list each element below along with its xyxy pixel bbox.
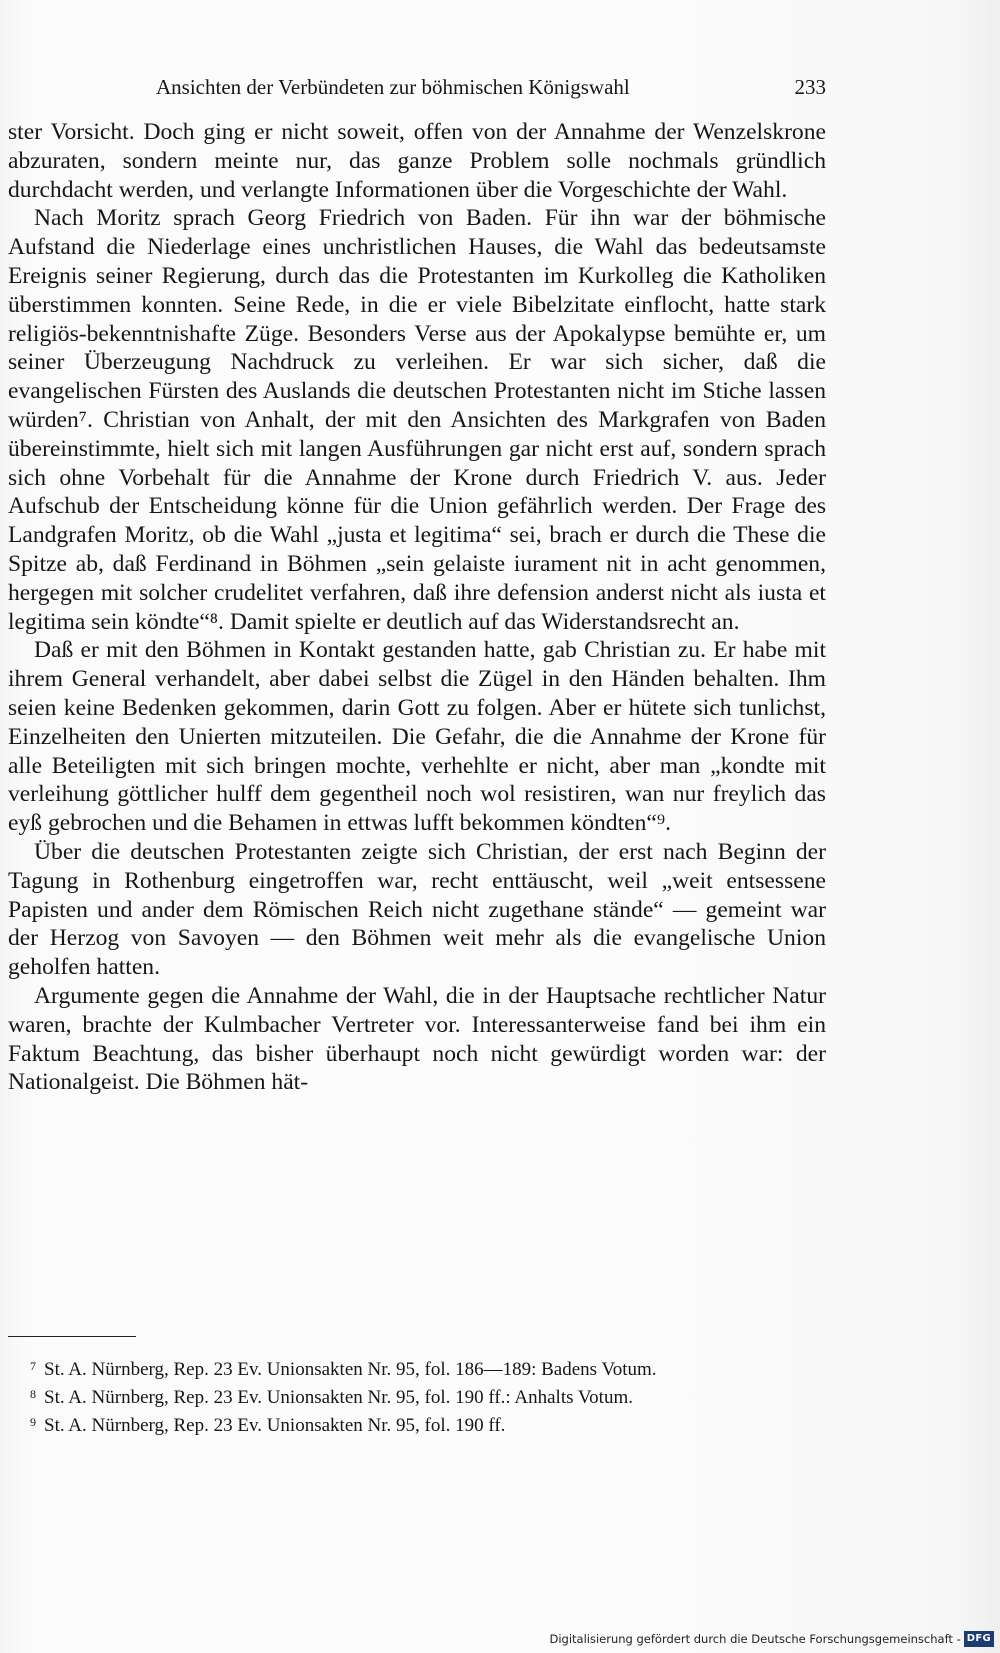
paragraph-baden-anhalt: Nach Moritz sprach Georg Friedrich von Baden. Für ihn war der böhmische Aufstand die Niederlage eines unchristlichen Hauses, die Wahl das bedeutsamste Ereignis seiner Regierung, durch das die Protestanten im Kurkolleg die Katholiken überstimmen konnten. Seine Rede, in die er viele Bibelzitate einflocht, hatte stark religiös-bekenntnishafte Züge. Besonders Verse aus der Apokalypse bemühte er, um seiner Überzeugung Nachdruck zu verleihen. Er war sich sicher, daß die evangelischen Fürsten des Auslands die deutschen Protestanten nicht im Stiche lassen würden⁷. Christian von Anhalt, der mit den Ansichten des Markgrafen von Baden übereinstimmte, hielt sich mit langen Ausführungen gar nicht erst auf, sondern sprach sich ohne Vorbehalt für die Annahme der Krone durch Friedrich V. aus. Jeder Aufschub der Entscheidung könne für die Union gefährlich werden. Der Frage des Landgrafen Moritz, ob die Wahl „justa et legitima“ sei, brach er durch die These die Spitze ab, daß Ferdinand in Böhmen „sein gelaiste iurament nit in acht genommen, hergegen mit solcher crudelitet verfahren, daß ihre defension anderst nicht als iusta et legitima sein köndte“⁸. Damit spielte er deutlich auf das Widerstandsrecht an. bbox=[8, 205, 826, 635]
footnote bbox=[30, 1410, 830, 1438]
running-title: Ansichten der Verbündeten zur böhmischen Königswahl bbox=[156, 75, 630, 99]
running-head bbox=[8, 72, 826, 102]
paragraph-arguments-against: Argumente gegen die Annahme der Wahl, die in der Hauptsache rechtlicher Natur waren, brachte der Kulmbacher Vertreter vor. Interessanterweise fand bei ihm ein Faktum Beachtung, das bisher überhaupt noch nicht gewürdigt worden war: der Nationalgeist. Die Böhmen hät- bbox=[8, 982, 826, 1096]
body-text bbox=[8, 118, 826, 1097]
credit-text: Digitalisierung gefördert durch die Deutsche Forschungsgemeinschaft - bbox=[549, 1632, 961, 1646]
footnote bbox=[30, 1382, 830, 1410]
footnote-text: St. A. Nürnberg, Rep. 23 Ev. Unionsakten Nr. 95, fol. 186—189: Badens Votum. bbox=[44, 1359, 657, 1380]
footnote-number: 8 bbox=[30, 1387, 36, 1401]
footnote bbox=[30, 1354, 830, 1382]
paragraph-continued: ster Vorsicht. Doch ging er nicht soweit, offen von der Annahme der Wenzelskrone abzuraten, sondern meinte nur, das ganze Problem solle nochmals gründlich durchdacht werden, und verlangte Informationen über die Vorgeschichte der Wahl. bbox=[8, 119, 826, 203]
paragraph-german-protestants: Über die deutschen Protestanten zeigte sich Christian, der erst nach Beginn der Tagung in Rothenburg eingetroffen war, recht enttäuscht, weil „weit entsessene Papisten und ander dem Römischen Reich nicht zugethane stände“ — gemeint war der Herzog von Savoyen — den Böhmen weit mehr als die evangelische Union geholfen hatten. bbox=[8, 838, 826, 981]
footnotes bbox=[30, 1354, 830, 1438]
footnote-divider bbox=[8, 1336, 136, 1337]
footnote-text: St. A. Nürnberg, Rep. 23 Ev. Unionsakten Nr. 95, fol. 190 ff. bbox=[44, 1415, 506, 1436]
paragraph-bohemian-contact: Daß er mit den Böhmen in Kontakt gestanden hatte, gab Christian zu. Er habe mit ihrem General verhandelt, aber dabei selbst die Zügel in den Händen behalten. Ihm seien keine Bedenken gekommen, darin Gott zu folgen. Aber er hütete sich tunlichst, Einzelheiten den Unierten mitzuteilen. Die Gefahr, die die Annahme der Krone für alle Beteiligten mit sich bringen mochte, verhehlte er nicht, aber man „kondte mit verleihung göttlicher hulff dem gegentheil noch wol resistiren, wan nur freylich das eyß gebrochen und die Behamen in ettwas lufft bekommen köndten“⁹. bbox=[8, 637, 826, 837]
footnote-text: St. A. Nürnberg, Rep. 23 Ev. Unionsakten Nr. 95, fol. 190 ff.: Anhalts Votum. bbox=[44, 1387, 633, 1408]
footnote-number: 9 bbox=[30, 1415, 36, 1429]
page-number: 233 bbox=[794, 75, 826, 99]
footnote-number: 7 bbox=[30, 1359, 36, 1373]
digitization-credit bbox=[549, 1630, 994, 1648]
dfg-logo: DFG bbox=[964, 1631, 994, 1647]
